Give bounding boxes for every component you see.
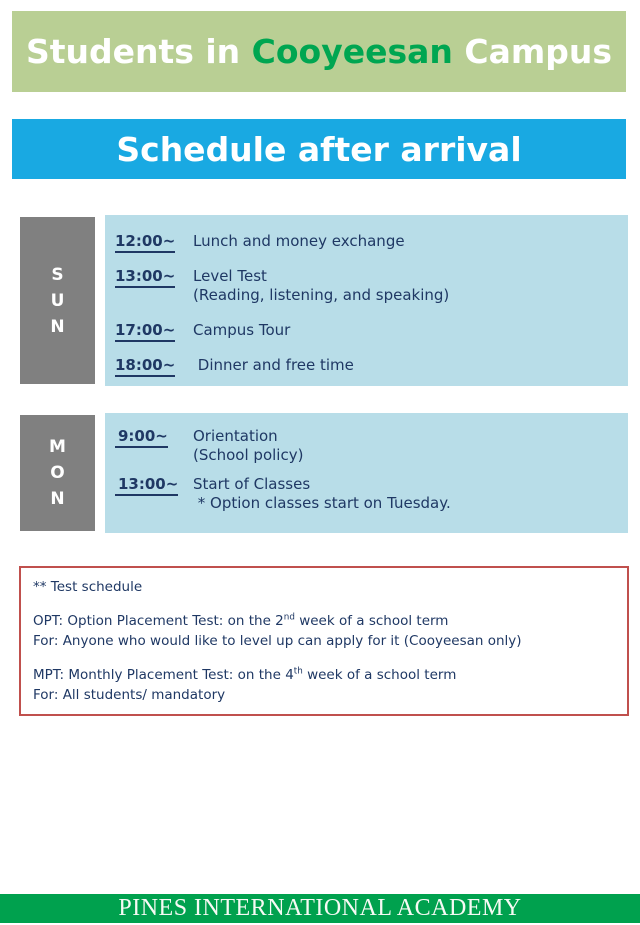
campus-title-prefix: Students in (25, 32, 252, 71)
item-description (193, 232, 405, 251)
item-line: Orientation (193, 427, 278, 445)
test-entry-line1 (33, 611, 615, 631)
schedule-item (115, 232, 628, 251)
day-letter: M (49, 437, 66, 457)
item-time-col (115, 427, 183, 445)
day-letter: O (50, 463, 65, 483)
sun-schedule-panel (105, 215, 628, 386)
day-letter: N (50, 489, 65, 509)
test-schedule-box (19, 566, 629, 716)
test-entry-mpt (33, 665, 615, 705)
test-entry-text: MPT: Monthly Placement Test: on the 4 (33, 667, 294, 683)
day-letter: N (50, 316, 65, 337)
schedule-item (115, 321, 628, 340)
test-entry-text: OPT: Option Placement Test: on the 2 (33, 613, 284, 629)
item-line: * Option classes start on Tuesday. (193, 494, 451, 512)
item-description (193, 321, 290, 340)
campus-title-bar (12, 11, 626, 92)
test-entry-text: week of a school term (294, 613, 449, 629)
day-label-mon (20, 415, 95, 531)
schedule-item (115, 475, 628, 513)
footer-academy-name: PINES INTERNATIONAL ACADEMY (118, 895, 522, 921)
item-description (193, 267, 449, 305)
test-entry-line2: For: All students/ mandatory (33, 687, 226, 703)
item-line: Level Test (193, 267, 267, 285)
item-time-col (115, 321, 183, 339)
campus-title-highlight: Cooyeesan (251, 32, 453, 71)
item-time: 9:00~ (115, 427, 168, 448)
item-line: Lunch and money exchange (193, 232, 405, 250)
item-time: 13:00~ (115, 267, 175, 288)
item-description (193, 356, 354, 375)
item-time: 17:00~ (115, 321, 175, 342)
test-entry-text: week of a school term (302, 667, 457, 683)
test-entry-line1 (33, 665, 615, 685)
item-description (193, 475, 451, 513)
item-time-col (115, 356, 183, 374)
item-time: 13:00~ (115, 475, 178, 496)
ordinal-superscript: nd (283, 612, 295, 623)
test-entry-opt (33, 611, 615, 651)
schedule-item (115, 427, 628, 465)
item-line: Dinner and free time (193, 356, 354, 374)
campus-title-suffix: Campus (452, 32, 613, 71)
footer-bar (0, 894, 640, 923)
day-label-sun (20, 217, 95, 384)
item-line: (Reading, listening, and speaking) (193, 286, 450, 304)
schedule-banner-title: Schedule after arrival (116, 129, 522, 169)
item-description (193, 427, 303, 465)
item-line: Start of Classes (193, 475, 311, 493)
schedule-banner (12, 119, 626, 179)
test-entry-line2: For: Anyone who would like to level up can apply for it (Cooyeesan only) (33, 633, 522, 649)
schedule-item (115, 356, 628, 375)
item-line: Campus Tour (193, 321, 291, 339)
ordinal-superscript: th (293, 666, 303, 677)
item-time-col (115, 267, 183, 285)
day-letter: S (51, 264, 64, 285)
test-schedule-title: ** Test schedule (33, 579, 143, 595)
item-time-col (115, 232, 183, 250)
item-line: (School policy) (193, 446, 304, 464)
mon-schedule-panel (105, 413, 628, 533)
item-time-col (115, 475, 183, 493)
item-time: 18:00~ (115, 356, 175, 377)
day-letter: U (50, 290, 65, 311)
schedule-item (115, 267, 628, 305)
item-time: 12:00~ (115, 232, 175, 253)
